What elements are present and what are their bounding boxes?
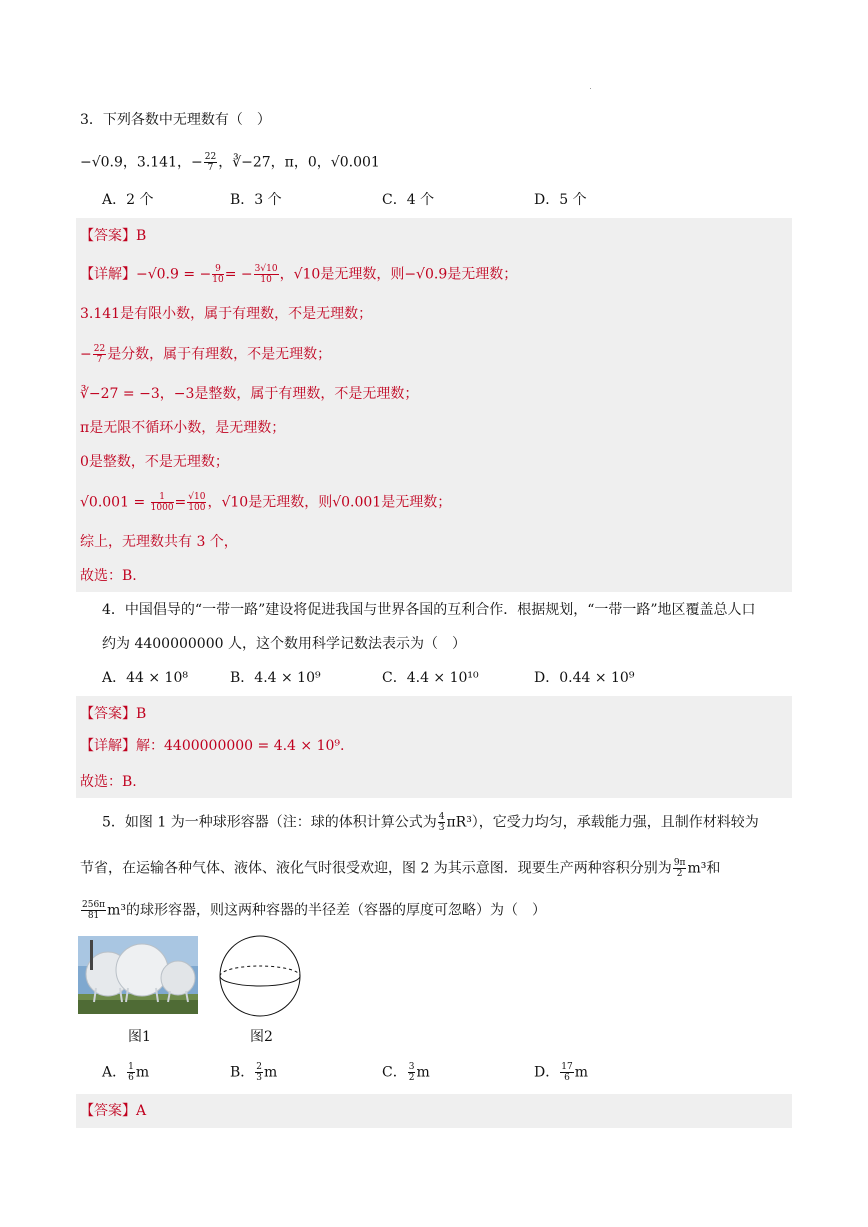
q3-number-7: √0.001: [330, 154, 380, 171]
q3-option-d: D．5 个: [534, 192, 587, 208]
detail-text: = −: [224, 266, 253, 283]
q5-answer: 【答案】A: [80, 1103, 147, 1119]
fraction: [212, 264, 223, 285]
frac-num: 22: [93, 344, 106, 354]
q3-detail-8: 综上，无理数共有 3 个，: [80, 534, 238, 550]
frac-num: 9: [212, 264, 223, 275]
frac-num: 2: [256, 1062, 263, 1072]
q5-option-a: [102, 1062, 149, 1083]
sep: ，: [218, 154, 233, 171]
fraction: [151, 492, 174, 513]
option-letter: A．: [102, 1064, 127, 1081]
frac-den: 10: [212, 275, 224, 285]
fig1-caption: 图1: [128, 1029, 151, 1045]
q3-number-2: 3.141: [136, 154, 178, 171]
q3-detail-2: 3.141是有限小数，属于有理数，不是无理数；: [80, 306, 373, 322]
fraction: [673, 858, 687, 879]
frac-num: 4: [438, 812, 445, 822]
sep: ，: [122, 154, 137, 171]
q3-number-1: −√0.9: [80, 154, 123, 171]
page-speck: [590, 88, 591, 89]
q4-stem-2: 约为 4400000000 人，这个数用科学记数法表示为（ ）: [102, 636, 466, 652]
q3-number-5: π: [284, 154, 294, 171]
q5-stem-2: [80, 858, 720, 879]
frac-den: 6: [564, 1073, 570, 1083]
q4-option-a: A．44 × 10⁸: [102, 670, 188, 686]
sign: −: [80, 346, 92, 363]
q4-option-d: D．0.44 × 10⁹: [534, 670, 635, 686]
fig2-caption: 图2: [250, 1029, 273, 1045]
frac-den: 6: [128, 1073, 134, 1083]
q4-option-b: B．4.4 × 10⁹: [230, 670, 321, 686]
q4-stem-1: 4．中国倡导的“一带一路”建设将促进我国与世界各国的互利合作．根据规划，“一带一路”地区覆盖总人口: [102, 602, 756, 618]
unit: m: [416, 1064, 430, 1081]
q3-detail-3: [80, 344, 331, 365]
fraction: [187, 492, 206, 513]
detail-text: −√0.9 = −: [136, 266, 212, 283]
fraction: [93, 344, 106, 365]
detail-label: 【详解】: [80, 266, 136, 283]
frac-den: 10: [260, 275, 272, 285]
detail-text: ，√10是无理数，则−√0.9是无理数；: [279, 266, 518, 283]
q4-answer: 【答案】B: [80, 706, 147, 722]
stem-text: 节省，在运输各种气体、液体、液化气时很受欢迎，图 2 为其示意图．现要生产两种容积分别为: [80, 860, 672, 877]
frac-num: 256π: [82, 900, 106, 910]
frac-den: 3: [256, 1073, 263, 1083]
unit: m: [574, 1064, 588, 1081]
stem-text: πR³），它受力均匀，承载能力强，且制作材料较为: [446, 814, 759, 831]
q3-number-6: 0: [307, 154, 317, 171]
fraction: [81, 900, 106, 921]
q5-answer-box: [76, 1094, 792, 1128]
frac-den: 2: [408, 1073, 415, 1083]
q5-stem-3: [80, 900, 546, 921]
fraction: [560, 1062, 573, 1083]
q5-option-d: [534, 1062, 588, 1083]
fraction: [255, 1062, 263, 1083]
option-letter: B．: [230, 1064, 255, 1081]
q3-number-3-sign: −: [191, 154, 203, 171]
sep: ，: [270, 154, 285, 171]
q4-conclusion: 故选：B.: [80, 774, 137, 790]
q3-option-c: C．4 个: [382, 192, 435, 208]
frac-num: 3: [408, 1062, 415, 1072]
q5-option-b: [230, 1062, 277, 1083]
q3-detail-9: 故选：B.: [80, 568, 137, 584]
q3-detail-5: π是无限不循环小数，是无理数；: [80, 420, 286, 436]
detail-text: √0.001 =: [80, 494, 150, 511]
frac-num: √10: [188, 492, 206, 502]
q3-stem: 3．下列各数中无理数有（ ）: [80, 112, 271, 128]
frac-den: 1000: [150, 503, 174, 513]
q5-option-c: [382, 1062, 430, 1083]
q3-detail-6: 0是整数，不是无理数；: [80, 454, 229, 470]
unit: m: [135, 1064, 150, 1081]
option-letter: C．: [382, 1064, 407, 1081]
q3-answer: 【答案】B: [80, 228, 147, 244]
sep: ，: [293, 154, 308, 171]
fraction: [408, 1062, 416, 1083]
frac-den: 81: [87, 911, 100, 921]
q4-option-c: C．4.4 × 10¹⁰: [382, 670, 479, 686]
sep: ，: [316, 154, 331, 171]
frac-num: 3√10: [254, 264, 278, 274]
stem-text: 5．如图 1 为一种球形容器（注：球的体积计算公式为: [102, 814, 437, 831]
unit: m: [264, 1064, 278, 1081]
frac-den: 3: [438, 823, 445, 833]
frac-den: 100: [188, 503, 206, 513]
q3-number-3-fraction: [204, 152, 217, 173]
q3-option-a: A．2 个: [102, 192, 154, 208]
q4-detail: [80, 736, 344, 756]
fraction: [438, 812, 446, 833]
frac-num: 9π: [673, 858, 686, 868]
fig1-spherical-tanks-photo: [78, 936, 198, 1014]
frac-den: 2: [676, 869, 683, 879]
frac-num: 22: [204, 152, 217, 162]
fig2-sphere-diagram: [218, 934, 302, 1018]
option-letter: D．: [534, 1064, 560, 1081]
q3-detail-7: [80, 492, 451, 513]
q3-number-4: ∛−27: [232, 154, 271, 171]
q5-stem-1: [102, 812, 759, 833]
detail-text: ，√10是无理数，则√0.001是无理数；: [207, 494, 452, 511]
fraction: [127, 1062, 135, 1083]
detail-text: =: [174, 494, 187, 511]
q3-numbers: [80, 152, 380, 173]
stem-text: m³的球形容器，则这两种容器的半径差（容器的厚度可忽略）为（ ）: [107, 902, 546, 919]
detail-label: 【详解】: [80, 738, 136, 754]
fraction: [254, 264, 279, 285]
sep: ，: [177, 154, 192, 171]
q3-detail-4: ∛−27 = −3，−3是整数，属于有理数，不是无理数；: [80, 386, 419, 402]
q3-option-b: B．3 个: [230, 192, 282, 208]
frac-num: 1: [151, 492, 174, 503]
detail-text: 是分数，属于有理数，不是无理数；: [107, 346, 332, 363]
frac-num: 1: [128, 1062, 134, 1072]
frac-den: 7: [96, 355, 103, 365]
q3-detail-1: [80, 264, 517, 285]
stem-text: m³和: [687, 860, 721, 877]
frac-num: 17: [561, 1062, 573, 1072]
detail-text: 解：4400000000 = 4.4 × 10⁹.: [136, 738, 345, 754]
frac-den: 7: [207, 163, 214, 173]
